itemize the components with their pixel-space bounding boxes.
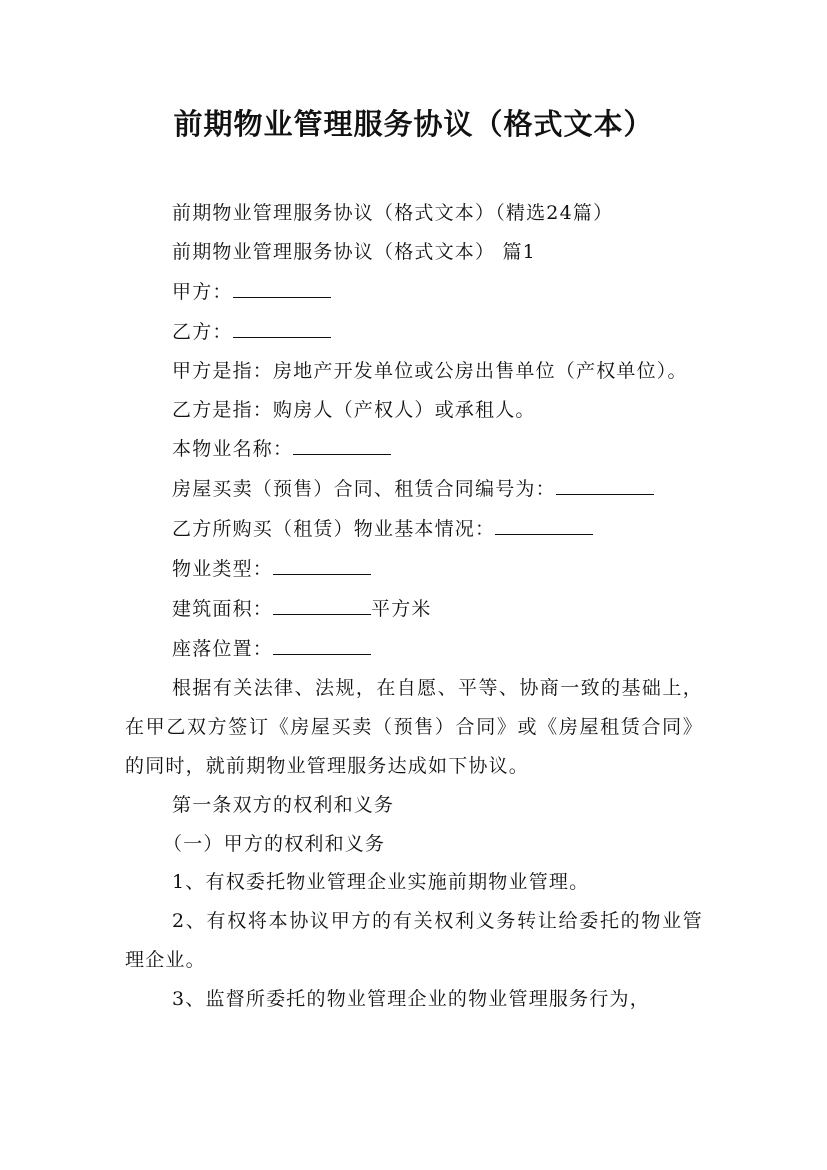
location-blank-field[interactable] — [273, 629, 371, 655]
property-type-blank-field[interactable] — [273, 549, 371, 575]
party-b-blank-field[interactable] — [233, 312, 331, 338]
document-title: 前期物业管理服务协议（格式文本） — [173, 107, 654, 141]
property-basic-info-line — [125, 509, 703, 549]
building-area-unit: 平方米 — [371, 598, 432, 621]
party-b-label: 乙方： — [172, 320, 233, 343]
location-label: 座落位置： — [172, 637, 274, 660]
article-one-heading: 第一条双方的权利和义务 — [172, 793, 395, 816]
property-basic-info-blank-field[interactable] — [495, 509, 593, 535]
building-area-label: 建筑面积： — [172, 598, 274, 621]
building-area-line — [125, 589, 703, 629]
party-a-definition: 甲方是指：房地产开发单位或公房出售单位（产权单位）。 — [172, 359, 688, 382]
paragraph-subtitle: 前期物业管理服务协议（格式文本）（精选24篇） — [172, 202, 614, 224]
party-a-line — [125, 272, 703, 312]
agreement-preamble: 根据有关法律、法规，在自愿、平等、协商一致的基础上，在甲乙双方签订《房屋买卖（预售）合同》或《房屋租赁合同》的同时，就前期物业管理服务达成如下协议。 — [125, 676, 703, 777]
party-a-blank-field[interactable] — [233, 272, 331, 298]
building-area-blank-field[interactable] — [273, 589, 371, 615]
paragraph-chapter-heading: 前期物业管理服务协议（格式文本） 篇1 — [172, 240, 536, 263]
party-a-label: 甲方： — [172, 280, 233, 303]
property-name-label: 本物业名称： — [172, 438, 294, 461]
property-type-line — [125, 549, 703, 589]
property-name-line — [125, 429, 703, 469]
party-b-line — [125, 312, 703, 352]
contract-number-line — [125, 469, 703, 509]
party-b-definition: 乙方是指：购房人（产权人）或承租人。 — [172, 398, 536, 421]
clause-1: 1、有权委托物业管理企业实施前期物业管理。 — [172, 871, 590, 894]
clause-2: 2、有权将本协议甲方的有关权利义务转让给委托的物业管理企业。 — [125, 910, 703, 972]
property-name-blank-field[interactable] — [293, 429, 391, 455]
contract-number-blank-field[interactable] — [556, 469, 654, 495]
document-body — [125, 194, 703, 1019]
property-type-label: 物业类型： — [172, 558, 274, 581]
contract-number-label: 房屋买卖（预售）合同、租赁合同编号为： — [172, 478, 556, 501]
property-basic-info-label: 乙方所购买（租赁）物业基本情况： — [172, 518, 496, 541]
section-one-heading: （一）甲方的权利和义务 — [163, 832, 386, 855]
location-line — [125, 629, 703, 669]
clause-3: 3、监督所委托的物业管理企业的物业管理服务行为， — [172, 988, 650, 1011]
